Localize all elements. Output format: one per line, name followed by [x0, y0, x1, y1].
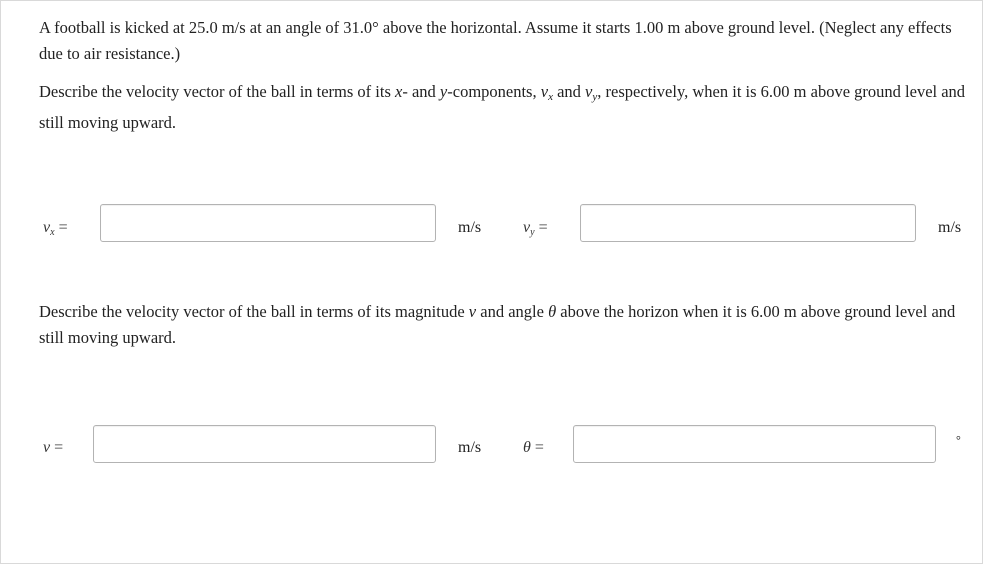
degree-unit: °: [956, 433, 961, 447]
v-label: v =: [43, 439, 64, 456]
q2-theta-symbol: θ: [548, 302, 557, 321]
q1-y-symbol: y: [439, 82, 448, 101]
theta-input[interactable]: [573, 425, 936, 463]
question-magnitude-angle: [39, 299, 974, 351]
vx-input[interactable]: [100, 204, 436, 242]
theta-label: θ =: [523, 439, 544, 456]
vy-label: vy =: [523, 219, 548, 238]
q1-text-mid1: - and: [402, 82, 440, 101]
q1-x-symbol: x: [395, 82, 403, 101]
vx-label: vx =: [43, 219, 68, 238]
v-unit: m/s: [458, 439, 482, 456]
q1-vy-symbol: $v_y$: [585, 82, 598, 103]
q2-text-mid: and angle: [476, 302, 549, 321]
q1-text-mid2: -components,: [447, 82, 541, 101]
q1-text-pre: Describe the velocity vector of the ball in terms of its: [39, 82, 396, 101]
problem-intro: A football is kicked at 25.0 m/s at an angle of 31.0° above the horizontal. Assume it starts 1.00 m above ground level. (Neglect any effects due to air resistance.): [39, 18, 952, 63]
q1-vx-symbol: $v_x$: [540, 82, 553, 103]
q2-v-symbol: v: [468, 302, 477, 321]
question-components: [39, 79, 974, 136]
vy-input[interactable]: [580, 204, 916, 242]
q1-text-and: and: [552, 82, 586, 101]
q2-text-post: above the horizon when it is 6.00 m above ground level and still moving upward.: [39, 302, 956, 347]
vx-unit: m/s: [458, 219, 482, 236]
q1-text-post: , respectively, when it is 6.00 m above ground level and still moving upward.: [39, 82, 966, 132]
v-input[interactable]: [93, 425, 436, 463]
q2-text-pre: Describe the velocity vector of the ball in terms of its magnitude: [39, 302, 469, 321]
vy-unit: m/s: [938, 219, 962, 236]
